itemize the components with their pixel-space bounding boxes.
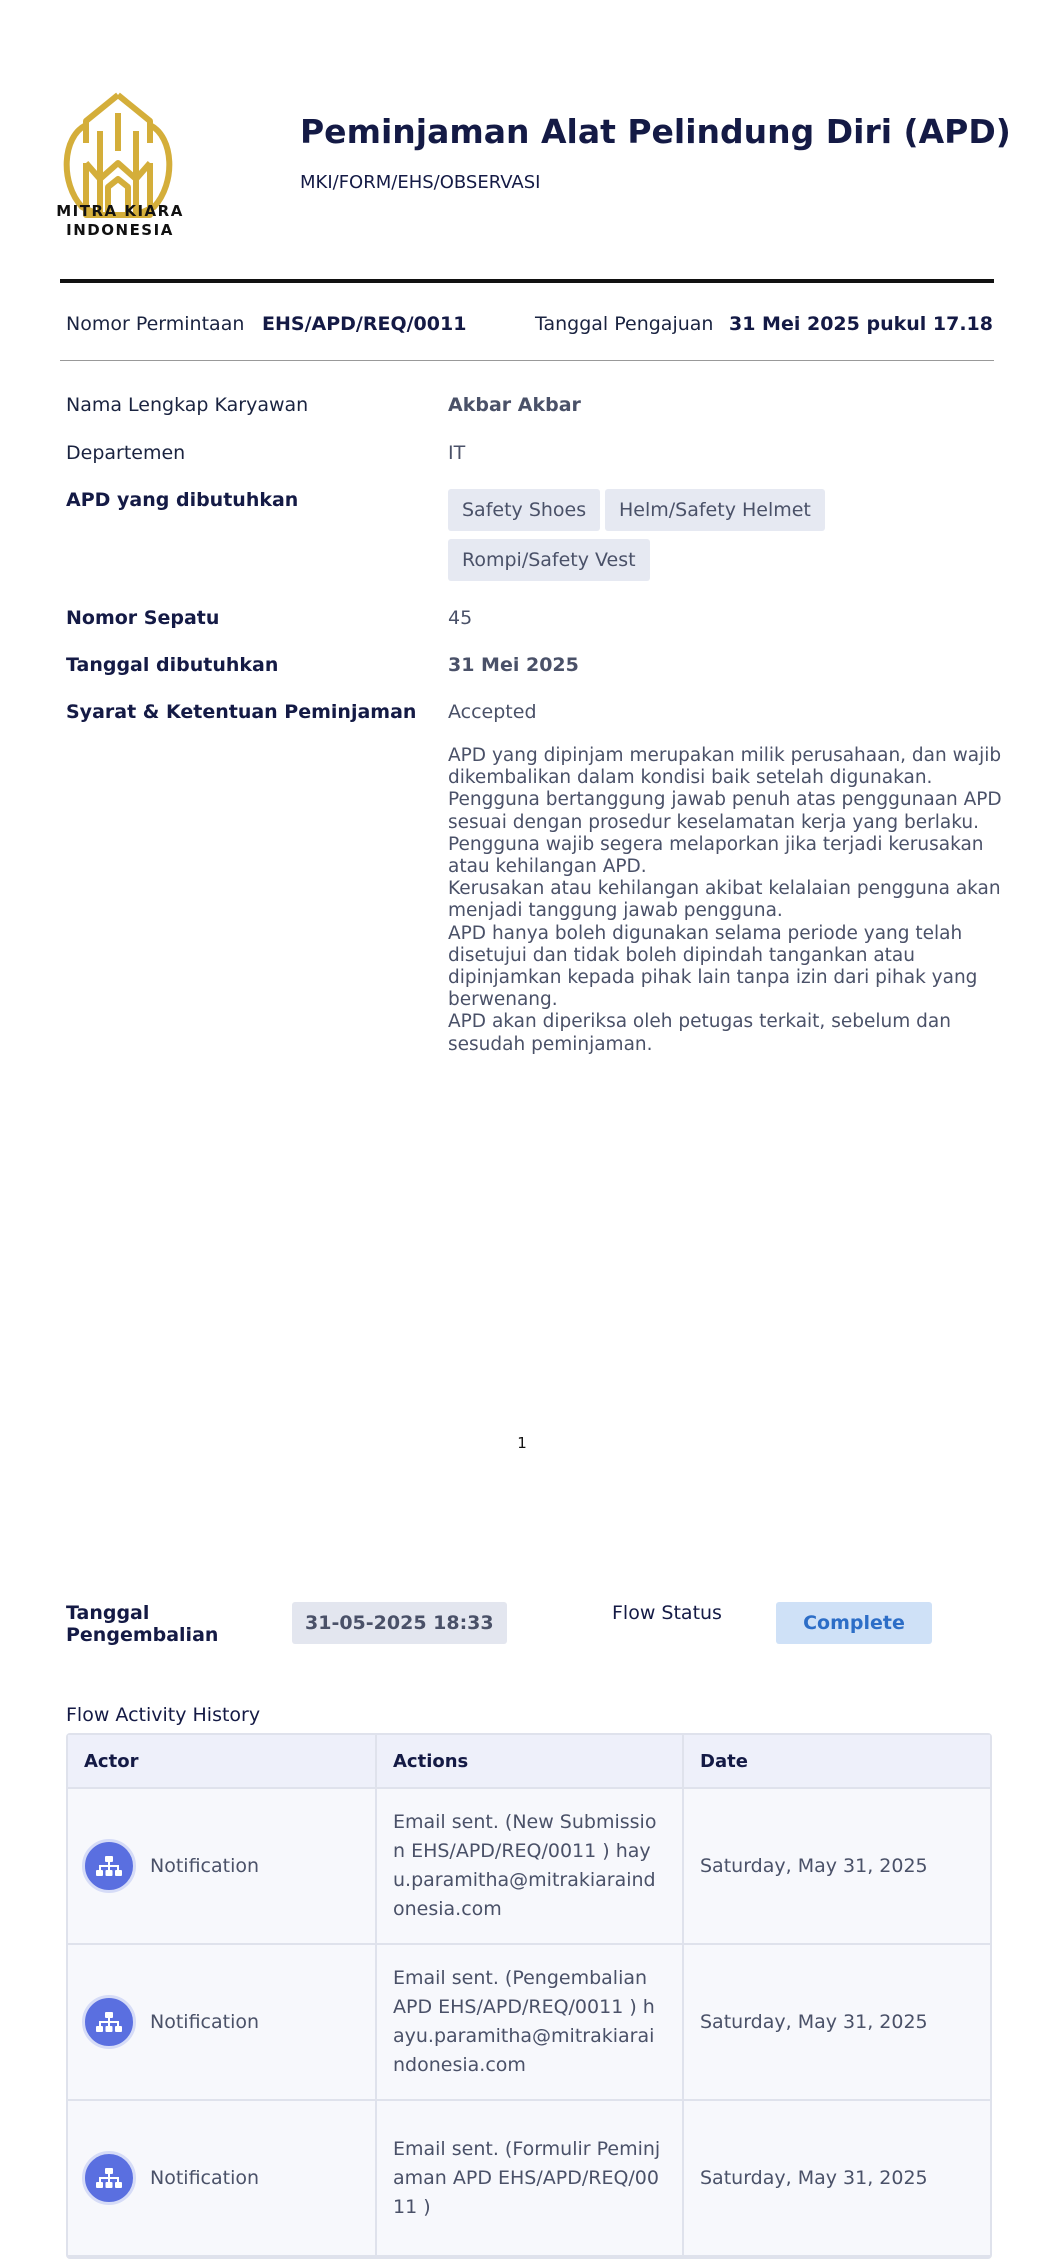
- history-table: [66, 1733, 992, 2259]
- flow-status-label: Flow Status: [612, 1602, 722, 1624]
- actor-name: Notification: [150, 2166, 260, 2189]
- table-row: [68, 1788, 990, 1944]
- logo-wordmark: MITRA KIARA INDONESIA: [56, 202, 184, 239]
- form-code: MKI/FORM/EHS/OBSERVASI: [300, 172, 541, 193]
- flow-status-badge: Complete: [776, 1602, 932, 1644]
- shoe-size-label: Nomor Sepatu: [66, 607, 220, 629]
- history-title: Flow Activity History: [66, 1704, 261, 1726]
- action-text: Email sent. (Formulir Peminjaman APD EHS/APD/REQ/0011 ): [376, 2100, 683, 2256]
- apd-label: APD yang dibutuhkan: [66, 489, 299, 511]
- terms-line: Pengguna wajib segera melaporkan jika terjadi kerusakan atau kehilangan APD.: [448, 833, 984, 878]
- terms-line: Kerusakan atau kehilangan akibat kelalaian pengguna akan menjadi tanggung jawab pengguna.: [448, 878, 1001, 922]
- submit-date-label: Tanggal Pengajuan: [535, 313, 714, 335]
- column-header-actor: Actor: [68, 1735, 376, 1788]
- request-number: EHS/APD/REQ/0011: [262, 313, 467, 335]
- terms-text: [448, 745, 1008, 1056]
- sitemap-icon: [82, 1839, 136, 1893]
- sitemap-icon: [82, 2151, 136, 2205]
- terms-line: Pengguna bertanggung jawab penuh atas penggunaan APD sesuai dengan prosedur keselamatan kerja yang berlaku.: [448, 789, 1002, 833]
- meta-divider: [60, 360, 994, 361]
- department-label: Departemen: [66, 442, 186, 464]
- header-divider: [60, 279, 994, 283]
- submit-date: 31 Mei 2025 pukul 17.18: [729, 313, 993, 335]
- action-text: Email sent. (Pengembalian APD EHS/APD/REQ/0011 ) hayu.paramitha@mitrakiaraindonesia.com: [376, 1944, 683, 2100]
- apd-chip: Helm/Safety Helmet: [605, 489, 825, 531]
- terms-line: APD hanya boleh digunakan selama periode yang telah disetujui dan tidak boleh dipindah tangankan atau dipinjamkan kepada pihak lain tanpa izin dari pihak yang berwenang.: [448, 922, 978, 1011]
- actor-name: Notification: [150, 1854, 260, 1877]
- sitemap-icon: [82, 1995, 136, 2049]
- apd-chip: Rompi/Safety Vest: [448, 539, 650, 581]
- table-header-row: [68, 1735, 990, 1788]
- needed-date-value: 31 Mei 2025: [448, 654, 579, 676]
- terms-status: Accepted: [448, 701, 537, 723]
- department-value: IT: [448, 442, 466, 464]
- action-date: Saturday, May 31, 2025: [683, 2100, 990, 2256]
- action-date: Saturday, May 31, 2025: [683, 1944, 990, 2100]
- employee-name-label: Nama Lengkap Karyawan: [66, 394, 309, 416]
- return-date-label: Tanggal Pengembalian: [66, 1602, 219, 1646]
- page-title: Peminjaman Alat Pelindung Diri (APD): [300, 112, 1011, 151]
- return-date-value: 31-05-2025 18:33: [292, 1602, 507, 1644]
- table-row: [68, 2100, 990, 2256]
- column-header-date: Date: [683, 1735, 990, 1788]
- action-text: Email sent. (New Submission EHS/APD/REQ/0011 ) hayu.paramitha@mitrakiaraindonesia.com: [376, 1788, 683, 1944]
- terms-line: APD akan diperiksa oleh petugas terkait, sebelum dan sesudah peminjaman.: [448, 1011, 951, 1055]
- apd-chip: Safety Shoes: [448, 489, 600, 531]
- terms-label: Syarat & Ketentuan Peminjaman: [66, 701, 417, 723]
- employee-name: Akbar Akbar: [448, 394, 581, 416]
- table-row: [68, 1944, 990, 2100]
- terms-line: APD yang dipinjam merupakan milik perusahaan, dan wajib dikembalikan dalam kondisi baik setelah digunakan.: [448, 745, 1002, 789]
- column-header-actions: Actions: [376, 1735, 683, 1788]
- page-number: 1: [517, 1434, 527, 1452]
- actor-name: Notification: [150, 2010, 260, 2033]
- action-date: Saturday, May 31, 2025: [683, 1788, 990, 1944]
- needed-date-label: Tanggal dibutuhkan: [66, 654, 279, 676]
- shoe-size-value: 45: [448, 607, 473, 629]
- request-number-label: Nomor Permintaan: [66, 313, 245, 335]
